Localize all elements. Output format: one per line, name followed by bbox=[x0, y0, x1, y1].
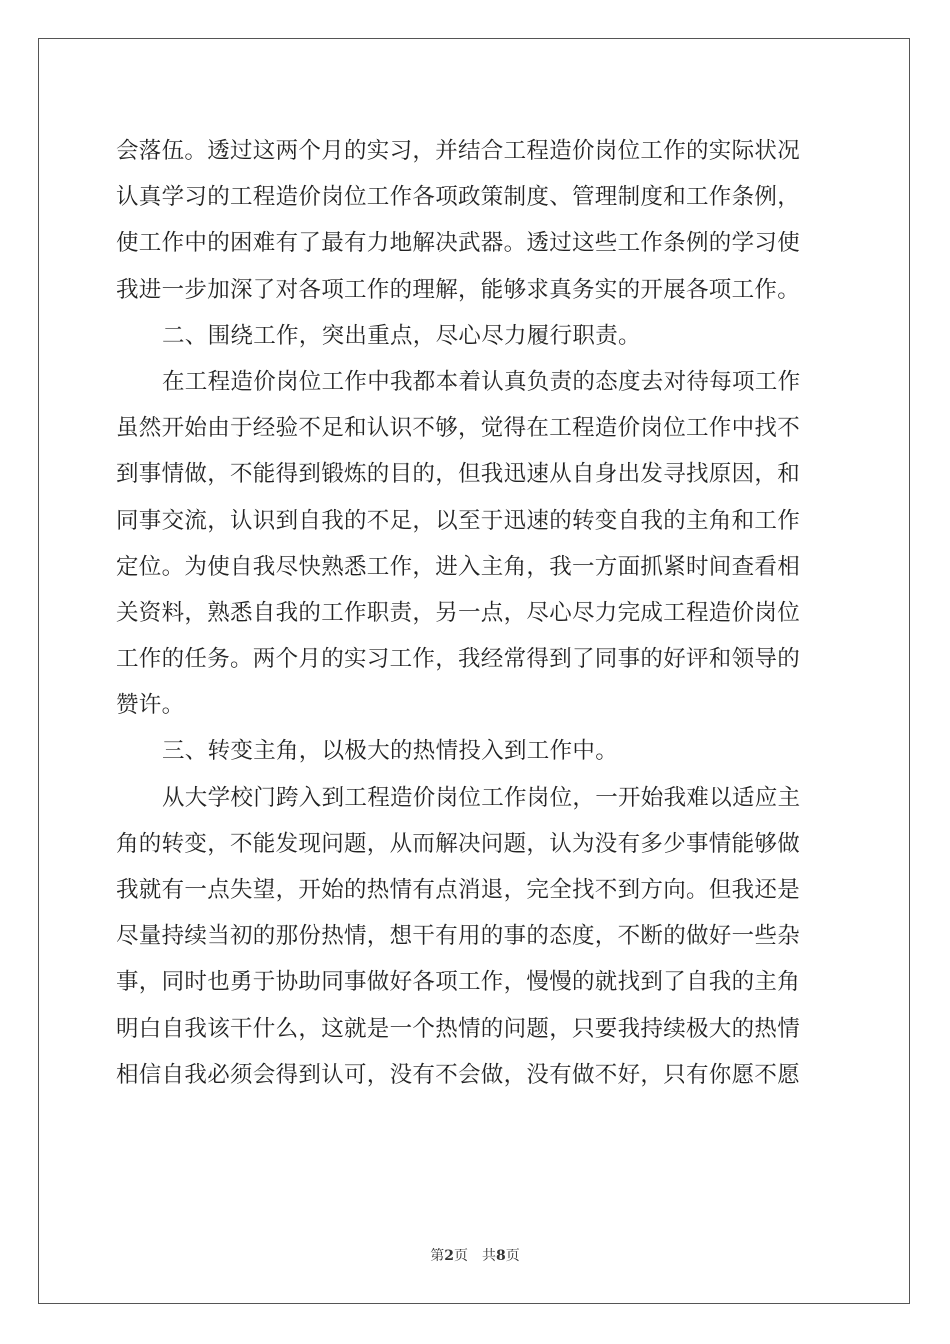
text-line: 虽然开始由于经验不足和认识不够，觉得在工程造价岗位工作中找不 bbox=[116, 415, 801, 442]
text-line: 工作的任务。两个月的实习工作，我经常得到了同事的好评和领导的 bbox=[116, 646, 801, 673]
section-heading: 二、围绕工作，突出重点，尽心尽力履行职责。 bbox=[162, 322, 641, 349]
total-pages: 8 bbox=[496, 1248, 506, 1264]
text-line: 我进一步加深了对各项工作的理解，能够求真务实的开展各项工作。 bbox=[116, 276, 801, 303]
text-line: 同事交流，认识到自我的不足，以至于迅速的转变自我的主角和工作 bbox=[116, 507, 801, 534]
document-body bbox=[116, 128, 836, 1098]
text-line: 认真学习的工程造价岗位工作各项政策制度、管理制度和工作条例， bbox=[116, 184, 801, 211]
text-line: 使工作中的困难有了最有力地解决武器。透过这些工作条例的学习使 bbox=[116, 230, 801, 257]
total-prefix: 共 bbox=[482, 1248, 496, 1264]
text-line: 赞许。 bbox=[116, 692, 185, 719]
text-line: 角的转变，不能发现问题，从而解决问题，认为没有多少事情能够做 bbox=[116, 830, 801, 857]
text-line: 到事情做，不能得到锻炼的目的，但我迅速从自身出发寻找原因，和 bbox=[116, 461, 801, 488]
section-heading: 三、转变主角，以极大的热情投入到工作中。 bbox=[162, 738, 619, 765]
text-line: 在工程造价岗位工作中我都本着认真负责的态度去对待每项工作 bbox=[162, 368, 801, 395]
page-number: 2 bbox=[444, 1248, 454, 1264]
page-prefix: 第 bbox=[430, 1248, 445, 1264]
text-line: 定位。为使自我尽快熟悉工作，进入主角，我一方面抓紧时间查看相 bbox=[116, 553, 801, 580]
text-line: 会落伍。透过这两个月的实习，并结合工程造价岗位工作的实际状况 bbox=[116, 138, 801, 164]
text-line: 我就有一点失望，开始的热情有点消退，完全找不到方向。但我还是 bbox=[116, 877, 801, 903]
text-line: 明白自我该干什么，这就是一个热情的问题，只要我持续极大的热情 bbox=[116, 1015, 801, 1042]
page-suffix: 页 bbox=[454, 1248, 468, 1264]
text-line: 事，同时也勇于协助同事做好各项工作，慢慢的就找到了自我的主角 bbox=[116, 969, 801, 996]
text-line: 从大学校门跨入到工程造价岗位工作岗位，一开始我难以适应主 bbox=[162, 784, 801, 811]
page-footer bbox=[0, 1245, 950, 1265]
text-line: 关资料，熟悉自我的工作职责，另一点，尽心尽力完成工程造价岗位 bbox=[116, 599, 801, 626]
total-suffix: 页 bbox=[505, 1248, 520, 1264]
text-line: 相信自我必须会得到认可，没有不会做，没有做不好，只有你愿不愿 bbox=[116, 1061, 801, 1088]
text-line: 尽量持续当初的那份热情，想干有用的事的态度，不断的做好一些杂 bbox=[116, 923, 801, 950]
